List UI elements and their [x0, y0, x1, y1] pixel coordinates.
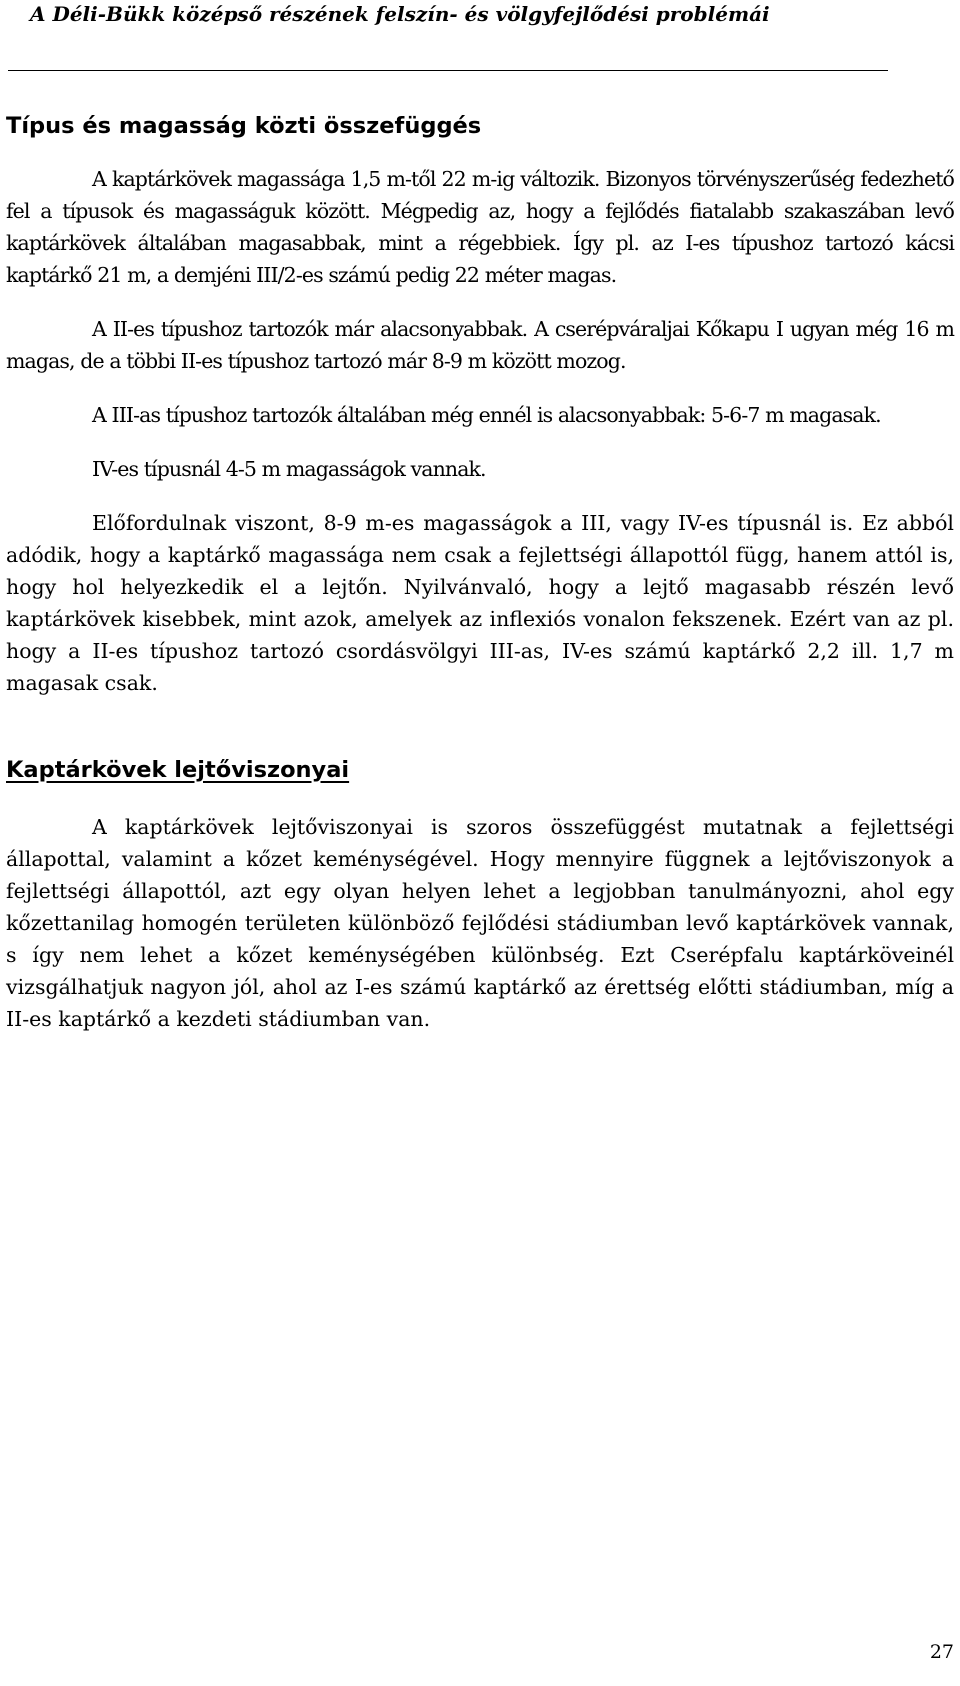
paragraph-exceptions: Előfordulnak viszont, 8-9 m-es magasságok a III, vagy IV-es típusnál is. Ez abból adódik, hogy a kaptárkő magassága nem csak a fejlettségi állapottól függ, hanem attól is, hogy hol helyezkedik el a lejtőn. Nyilvánvaló, hogy a lejtő magasabb részén levő kaptárkövek kisebbek, mint azok, amelyek az inflexiós vonalon fekszenek. Ezért van az pl. hogy a II-es típushoz tartozó csordásvölgyi III-as, IV-es számú kaptárkő 2,2 ill. 1,7 m magasak csak. [6, 511, 954, 695]
paragraph-type-two: A II-es típushoz tartozók már alacsonyabbak. A cserépváraljai Kőkapu I ugyan még 16 m magas, de a többi II-es típushoz tartozó már 8-9 m között mozog. [6, 317, 954, 373]
section-title-type-height: Típus és magasság közti összefüggés [6, 113, 482, 139]
running-header: A Déli-Bükk középső részének felszín- és völgyfejlődési problémái [30, 2, 770, 26]
page-number: 27 [929, 1641, 954, 1663]
paragraph-slope-conditions: A kaptárkövek lejtőviszonyai is szoros összefüggést mutatnak a fejlettségi állapottal, valamint a kőzet keménységével. Hogy mennyire függnek a lejtőviszonyok a fejlettségi állapottól, azt egy olyan helyen lehet a legjobban tanulmányozni, ahol egy kőzettanilag homogén területen különböző fejlődési stádiumban levő kaptárkövek vannak, s így nem lehet a kőzet keménységében különbség. Ezt Cserépfalu kaptárköveinél vizsgálhatjuk nagyon jól, ahol az I-es számú kaptárkő az érettség előtti stádiumban, míg a II-es kaptárkő a kezdeti stádiumban van. [6, 815, 954, 1031]
paragraph-type-three: A III-as típushoz tartozók általában még ennél is alacsonyabbak: 5-6-7 m magasak. [92, 403, 881, 427]
paragraph-type-four: IV-es típusnál 4-5 m magasságok vannak. [92, 457, 486, 481]
section-title-slope-conditions: Kaptárkövek lejtőviszonyai [6, 757, 350, 783]
header-rule [8, 70, 888, 71]
paragraph-heights-range: A kaptárkövek magassága 1,5 m-től 22 m-ig változik. Bizonyos törvényszerűség fedezhető fel a típusok és magasságuk között. Mégpedig az, hogy a fejlődés fiatalabb szakaszában levő kaptárkövek általában magasabbak, mint a régebbiek. Így pl. az I-es típushoz tartozó kácsi kaptárkő 21 m, a demjéni III/2-es számú pedig 22 méter magas. [6, 167, 954, 287]
